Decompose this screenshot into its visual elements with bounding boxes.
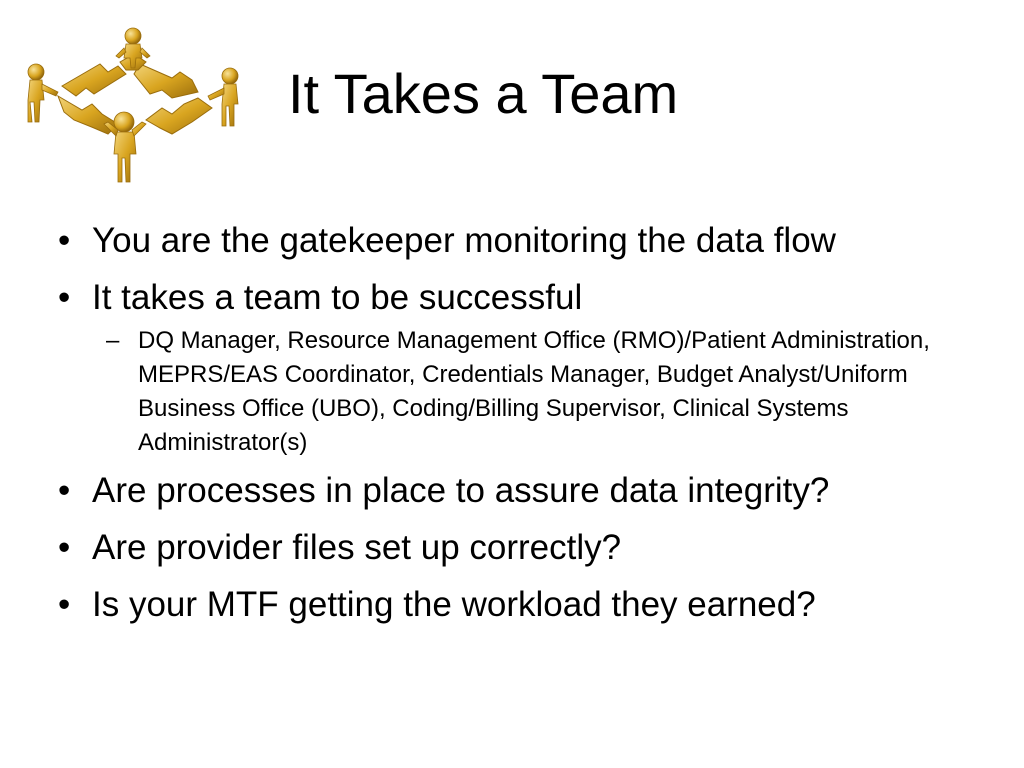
bullet-text: Are provider files set up correctly? — [92, 528, 622, 567]
dash-icon: – — [106, 327, 120, 354]
bullet-text: Are processes in place to assure data integrity? — [92, 471, 830, 510]
sub-bullet-list — [52, 324, 1002, 460]
bullet-item — [52, 275, 1002, 321]
sub-bullet-item — [52, 324, 968, 460]
sub-bullet-text: DQ Manager, Resource Management Office (RMO)/Patient Administration, MEPRS/EAS Coordinator, Credentials Manager, Budget Analyst/Uniform Business Office (UBO), Coding/Billing Supervisor, Clinical Systems Administrator(s) — [138, 327, 930, 456]
bullet-icon: • — [58, 471, 71, 510]
bullet-list — [52, 468, 1002, 628]
bullet-icon: • — [58, 278, 71, 317]
team-puzzle-figures-icon — [22, 24, 244, 186]
bullet-text: Is your MTF getting the workload they earned? — [92, 585, 816, 624]
bullet-icon: • — [58, 585, 71, 624]
bullet-item — [52, 525, 1002, 571]
bullet-list — [52, 218, 1002, 321]
bullet-item — [52, 468, 1002, 514]
bullet-text: You are the gatekeeper monitoring the data flow — [92, 221, 836, 260]
bullet-icon: • — [58, 528, 71, 567]
bullet-item — [52, 218, 1002, 264]
bullet-item — [52, 582, 1002, 628]
bullet-content — [52, 218, 1002, 639]
bullet-icon: • — [58, 221, 71, 260]
bullet-text: It takes a team to be successful — [92, 278, 583, 317]
slide-title: It Takes a Team — [288, 62, 679, 125]
